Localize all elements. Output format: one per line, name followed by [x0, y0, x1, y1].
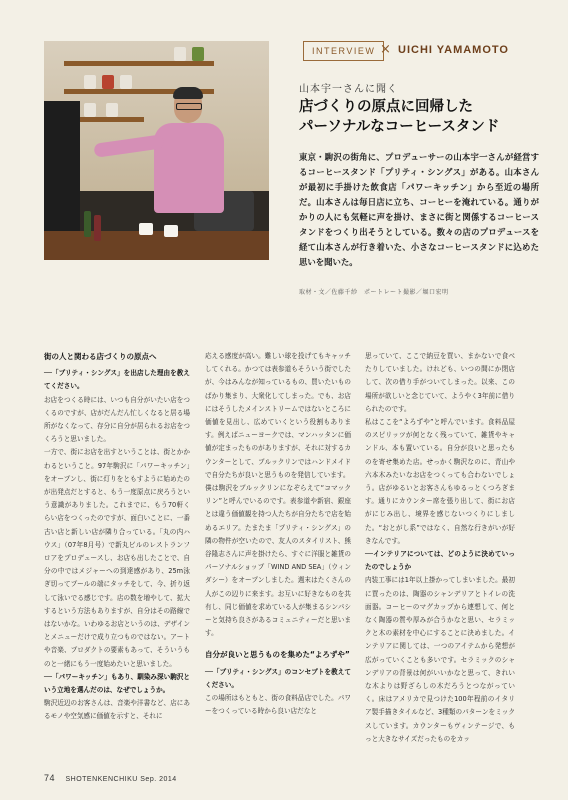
page-number: 74: [44, 773, 56, 783]
question: ──「プリティ・シングス」を出店した理由を教えてください。: [44, 369, 190, 391]
answer-paragraph: 私はここを“よろずや”と呼んでいます。食料品屋のスピリッツが何となく残っていて、雑貨やキャンドル、本も置いている。自分が良いと思ったものを寄せ集めた店。せっかく駒沢なのに、青山や六本木みたいなお店をつくっても合わないでしょう。店がゆるいとお客さんもゆるっとくつろぎます。通りにカウンター席を張り出して、街にお店がにじみ出し、境界を感じないつくりにしました。“おとがし系”ではなく、自然な行きがいが好きなんです。: [365, 418, 515, 545]
credits: 取材・文／佐藤千紗 ポートレート撮影／堀口宏明: [299, 289, 449, 296]
page-footer: [44, 773, 177, 783]
question: ──「プリティ・シングス」のコンセプトを教えてください。: [205, 667, 351, 689]
question: ──インテリアについては、どのように決めていったのでしょうか: [365, 550, 515, 572]
answer-paragraph: この場所はもともと、街の食料品店でした。パワーをつくっている時から良い店だなと: [205, 694, 351, 716]
answer-paragraph: お店をつくる時には、いつも自分がいたい店をつくるのですが、店がだんだん忙しくなると居る場所がなくなって、存分に自分が居られるお店をつくろうと思いました。: [44, 395, 190, 444]
title-line-2: パーソナルなコーヒースタンド: [299, 119, 500, 135]
question: ──「パワーキッチン」もあり、馴染み深い駒沢という立地を選んだのは、なぜでしょうか。: [44, 672, 190, 695]
section-tag: INTERVIEW: [303, 41, 384, 61]
column-1: [44, 350, 190, 724]
answer-paragraph: 内装工事には1年以上掛かってしまいました。最初に買ったのは、陶器のシャンデリアとトイレの洗面器。コーヒーのマグカップから連想して、何となく陶器の質や厚みが合うかなと思い、セラミックと木の素材を中心にすることに決めました。インテリアに関しては、一つのアイテムから発想が広がっていくことも多いです。セラミックのシャンデリアの背景は何がいいかなと思って、きれいな木よりは野ざらしの木だろうとつながっていく。床はアメリカで見つけた100年程前のイタリア製手描きタイルなど、3種類のパターンをミックスしています。カウンターもヴィンテージで、もっと大きなサイズだったものをカッ: [365, 576, 515, 743]
subtitle: 山本宇一さんに聞く: [299, 84, 398, 95]
cross-mark: ×: [380, 42, 391, 57]
lead-paragraph: 東京・駒沢の街角に、プロデューサーの山本宇一さんが経営するコーヒースタンド「プリティ・シングス」がある。山本さんが最初に手掛けた飲食店「パワーキッチン」から至近の場所だ。山本さんは毎日店に立ち、コーヒーを淹れている。通りがかりの人にも気軽に声を掛け、まさに街と関係するコーヒースタンドをつくり出そうとしている。数々の店のプロデュースを経て山本さんが行き着いた、小さなコーヒースタンドに込めた思いを聞いた。: [299, 152, 539, 267]
answer-paragraph: 僕は駒沢をブルックリンになぞらえて“コマックリン”と呼んでいるのです。表参道や新宿、銀座とは違う価値観を持つ人たちが自分たちで店を始めるエリア。たまたま「プリティ・シングス」の隣の物件が空いたので、友人のスタイリスト、熊谷隆志さんに声を掛けたら、すぐに洋服と雑貨のパーソナルショップ「WIND AND SEA」（ウィンダシー）をオープンしました。週末はたくさんの人がこの辺りに来ます。お互いに好きなものを共有し、同じ価値を求めている人が集まるシンパシーと気持ち良さがあるコミュニティーだと思います。: [205, 484, 351, 638]
interviewee-name: UICHI YAMAMOTO: [398, 44, 509, 56]
answer-paragraph: 思っていて、ここで納豆を買い、まかないで食べたりしていました。けれども、いつの間にか閉店して、次の借り手がついてしまった。以来、この場所が欲しいと念じていて、ようやく3年前に借りられたのです。: [365, 352, 515, 413]
portrait-photo: [44, 41, 269, 260]
section-heading: 街の人と関わる店づくりの原点へ: [44, 352, 157, 361]
article-title: [299, 97, 539, 137]
portrait-person: [154, 89, 224, 239]
issue-date: Sep. 2014: [140, 776, 177, 783]
answer-paragraph: 応える感度が高い。難しい球を投げてもキャッチしてくれる。かつては表参道もそういう街でしたが、今はみんなが知っているもの、買いたいものばかり集まり、大衆化してしまった。でも、お店にはそうしたメインストリームではないところに価値を見出し、広めていくという役割もあります。例えばニューヨークでは、マンハッタンに価値が定まったものがありますが、それに対するカウンターとして、ブルックリンではハンドメイドで自分たちが良いと思うものを発信しています。: [205, 352, 351, 479]
section-heading: 自分が良いと思うものを集めた“よろずや”: [205, 650, 350, 660]
magazine-name: SHOTENKENCHIKU: [65, 776, 138, 783]
answer-paragraph: 一方で、街にお店を出すということは、街とかかわるということ。97年駒沢に「パワーキッチン」をオープンし、街に灯りをともすように始めたのが出発点だとすると、もう一度原点に戻ろうという意識がありました。これまでに、もう70軒くらい店をつくったのですが、面白いことに、一番古い店と新しい店が隣り合っている。「丸の内ハウス」（07年8月号）で新丸ビルのレストランフロアをプロデュースし、お店も出したことで、自分の中ではメジャーへの到達感があり、25m泳ぎ切ってプールの端にタッチをして、今、折り返して泳いでる感じです。店の数を増やして、拡大するという方法もありますが、自分はその路線ではないかな。いわゆるお店というのは、デザインとメニューだけで成り立つものではない。アートや音楽、プロダクトの要素もあって、そういうものと一緒にもう一度始めたいと思いました。: [44, 448, 190, 668]
title-line-1: 店づくりの原点に回帰した: [299, 99, 473, 115]
column-3: [365, 350, 515, 746]
column-2: [205, 350, 351, 718]
answer-paragraph: 駒沢近辺のお客さんは、音楽や洋書など、店にあるモノや空気感に価値を示すと、それに: [44, 699, 190, 721]
